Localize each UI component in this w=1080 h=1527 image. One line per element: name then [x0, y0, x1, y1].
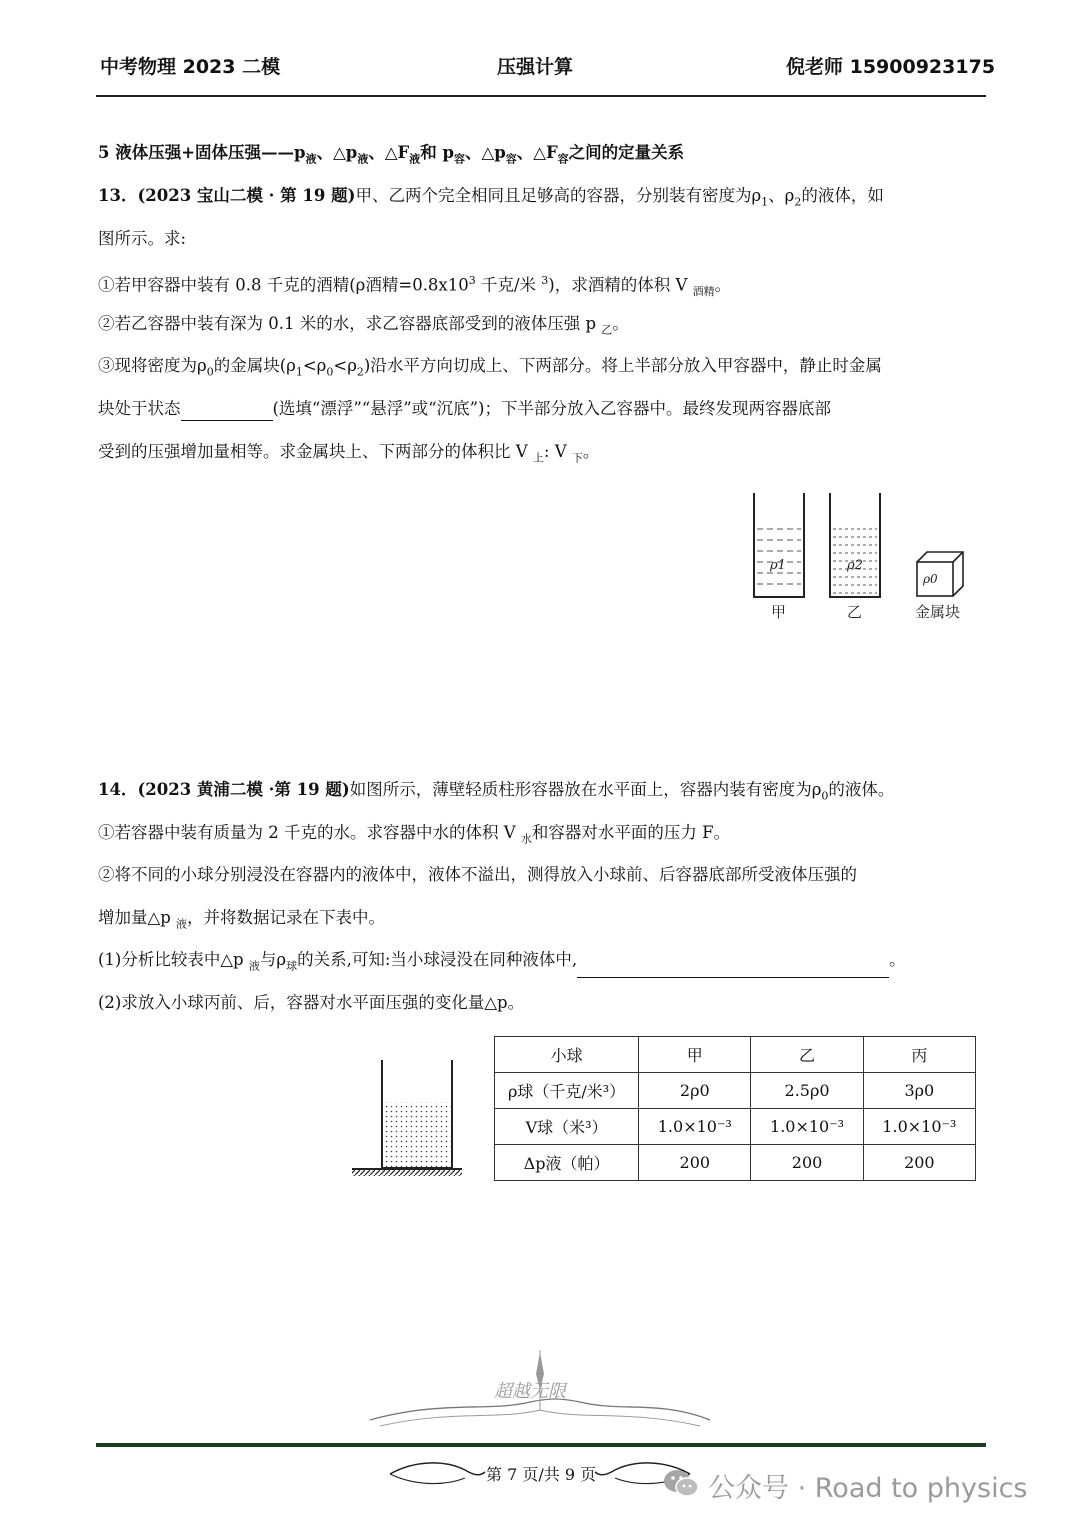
metal-block	[917, 552, 963, 596]
table-row-label: Δp液（帕）	[495, 1145, 639, 1181]
q13-line-7: 受到的压强增加量相等。求金属块上、下两部分的体积比 V $_上$: V $_下$。	[98, 442, 600, 465]
rho0-label: ρ0	[923, 572, 938, 586]
table-cell: 200	[639, 1145, 751, 1181]
q13-line-2: 图所示。求:	[98, 229, 187, 248]
conclusion-blank[interactable]	[577, 959, 889, 978]
data-table	[494, 1036, 976, 1181]
q14-line-6: (2)求放入小球丙前、后，容器对水平面压强的变化量△p。	[98, 993, 525, 1012]
wechat-icon	[662, 1466, 700, 1500]
q13-line-4: ②若乙容器中装有深为 0.1 米的水，求乙容器底部受到的液体压强 p $_乙$。	[98, 314, 629, 337]
state-blank[interactable]	[181, 402, 273, 421]
q14-line-2: ①若容器中装有质量为 2 千克的水。求容器中水的体积 V $_水$和容器对水平面的压力 F。	[98, 823, 731, 846]
table-header-cell: 甲	[639, 1037, 751, 1073]
q13-line-3: ①若甲容器中装有 0.8 千克的酒精(ρ酒精$=0.8x10^3$ 千克/米 $^3$)，求酒精的体积 V $_{酒精}$。	[98, 274, 732, 298]
table-header-row	[495, 1037, 976, 1073]
table-cell: 200	[863, 1145, 975, 1181]
container-jia	[754, 493, 804, 597]
label-block: 金属块	[915, 603, 961, 621]
q14-container-figure	[350, 1060, 465, 1180]
q14-line-5: (1)分析比较表中△p $_液$与$\rho_球$的关系,可知:当小球浸没在同种液体中, 。	[98, 948, 906, 978]
table-header-cell: 小球	[495, 1037, 639, 1073]
q13-figure	[740, 485, 980, 625]
table-cell: 1.0×10⁻³	[863, 1109, 975, 1145]
table-cell: 200	[751, 1145, 863, 1181]
table-cell: 2ρ0	[639, 1073, 751, 1109]
q14-line-1: 14．(2023 黄浦二模 ·第 19 题)如图所示，薄壁轻质柱形容器放在水平面上，容器内装有密度为$\rho_0$的液体。	[98, 780, 895, 803]
q13-line-5: ③现将密度为$\rho_0$的金属块$(\rho_1<\rho_0<\rho_2)$沿水平方向切成上、下两部分。将上半部分放入甲容器中，静止时金属	[98, 356, 882, 379]
header-right: 倪老师 15900923175	[786, 56, 996, 78]
label-yi: 乙	[847, 603, 863, 621]
header-center: 压强计算	[497, 56, 574, 78]
q13-line-1: 13．(2023 宝山二模 · 第 19 题)甲、乙两个完全相同且足够高的容器，分别装有密度为$\rho_1$、$\rho_2$的液体，如	[98, 186, 884, 209]
table-row	[495, 1145, 976, 1181]
table-cell: 1.0×10⁻³	[751, 1109, 863, 1145]
q14-line-3: ②将不同的小球分别浸没在容器内的液体中，液体不溢出，测得放入小球前、后容器底部所受液体压强的	[98, 865, 857, 884]
footer-logo-ornament	[360, 1350, 720, 1440]
header-left: 中考物理 2023 二模	[100, 56, 281, 78]
footer-rule	[96, 1443, 986, 1447]
logo-text: 超越无限	[494, 1381, 566, 1402]
table-cell: 3ρ0	[863, 1073, 975, 1109]
table-row-label: V球（米³）	[495, 1109, 639, 1145]
table-cell: 1.0×10⁻³	[639, 1109, 751, 1145]
container-yi	[830, 493, 880, 597]
q14-line-4: 增加量△p $_液$，并将数据记录在下表中。	[98, 908, 385, 931]
table-header-cell: 丙	[863, 1037, 975, 1073]
watermark-text: 公众号 · Road to physics	[708, 1473, 1028, 1504]
label-jia: 甲	[771, 603, 787, 621]
section-title: 5 液体压强+固体压强$——p_液$、$\triangle p_液$、$\triangle F_液$和 $p_容$、$\triangle p_容$、$\triangle F_容$之间的定量关系	[98, 143, 685, 166]
liquid	[383, 1102, 451, 1168]
q13-line-6: 块处于状态 (选填“漂浮”“悬浮”或“沉底”)；下半部分放入乙容器中。最终发现两容器底部	[98, 397, 831, 421]
rho2-label: ρ2	[847, 558, 863, 573]
table-row	[495, 1109, 976, 1145]
rho1-label: ρ1	[770, 558, 786, 573]
table-cell: 2.5ρ0	[751, 1073, 863, 1109]
table-row-label: ρ球（千克/米³）	[495, 1073, 639, 1109]
table-row	[495, 1073, 976, 1109]
header-rule	[96, 95, 986, 97]
ground-hatch	[352, 1170, 462, 1176]
table-header-cell: 乙	[751, 1037, 863, 1073]
page-number: 第 7 页/共 9 页	[486, 1465, 597, 1484]
